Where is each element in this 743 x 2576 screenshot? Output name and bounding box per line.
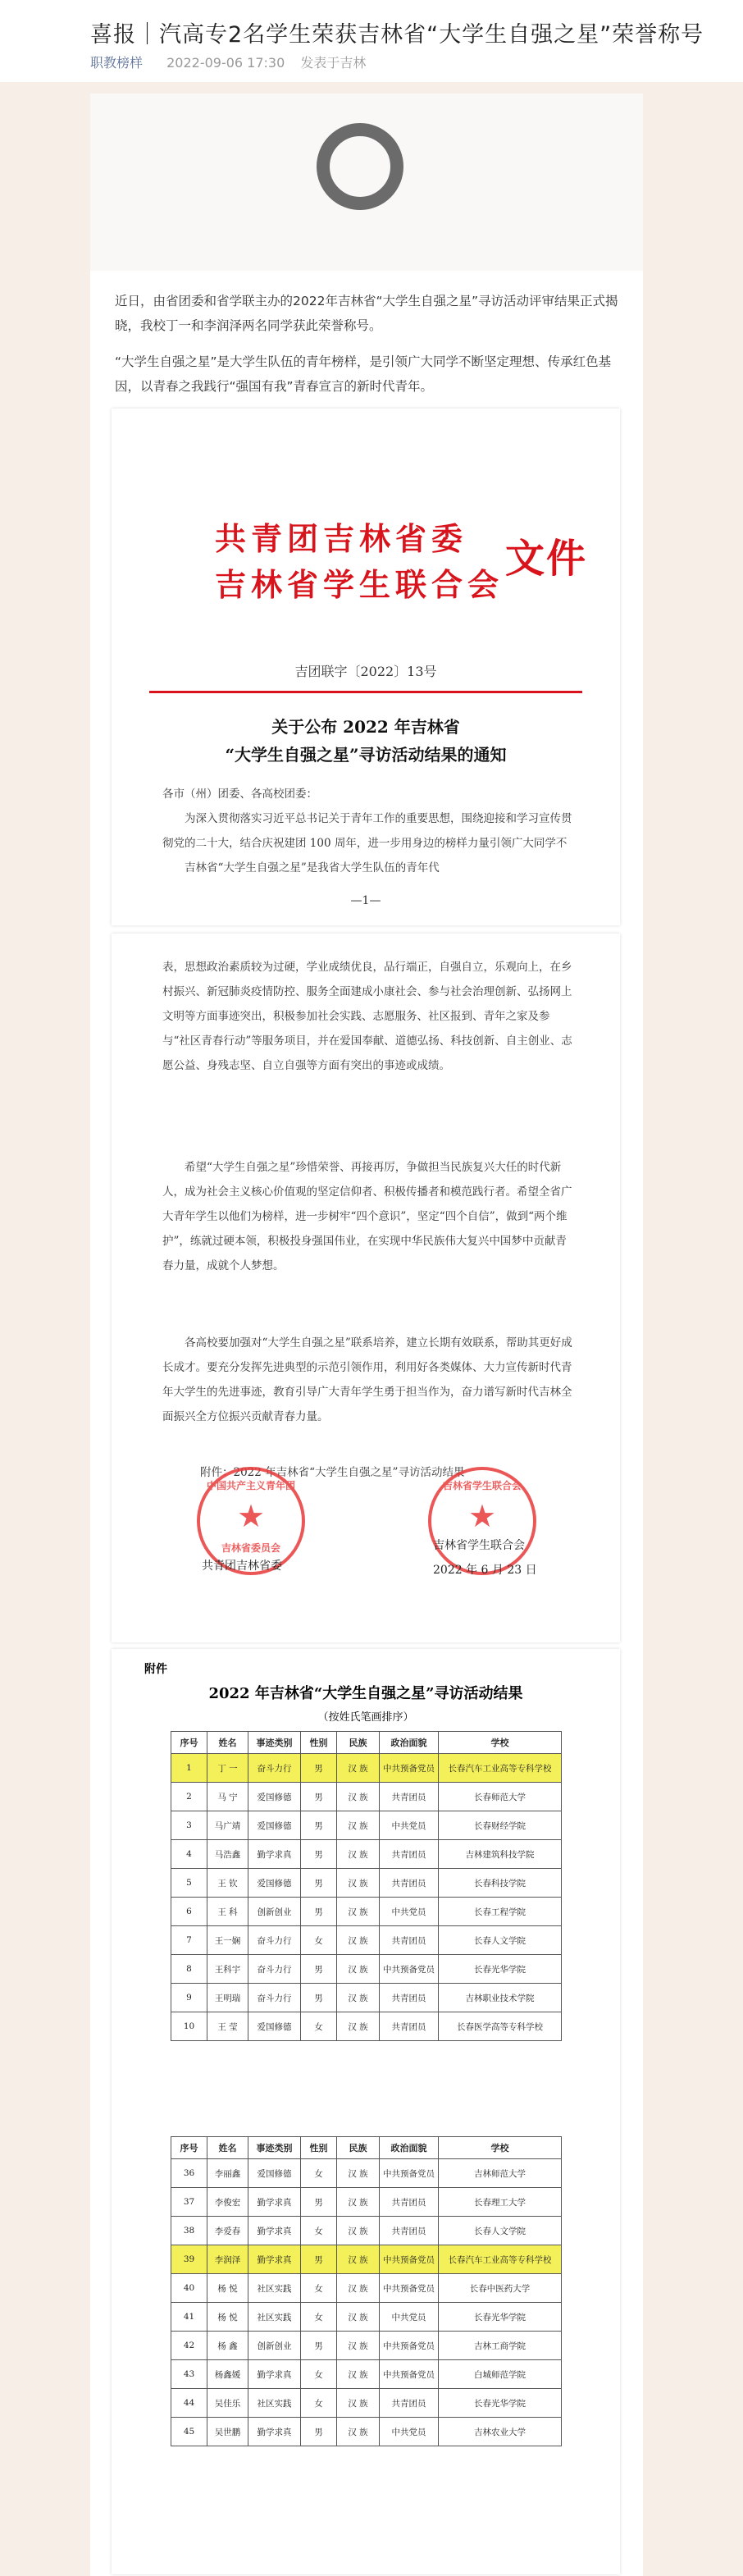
table-cell: 汉 族	[337, 1754, 380, 1783]
table-cell: 中共预备党员	[380, 1754, 439, 1783]
table-cell: 汉 族	[337, 2360, 380, 2389]
table-row	[171, 2418, 562, 2446]
table-header-cell: 学校	[439, 2137, 562, 2159]
table-cell: 汉 族	[337, 1783, 380, 1811]
table-cell: 王明瑞	[207, 1984, 248, 2012]
table-cell: 勤学求真	[248, 1840, 301, 1869]
table-row	[171, 2159, 562, 2188]
table-row	[171, 2389, 562, 2418]
article-header	[0, 0, 743, 82]
table-cell: 41	[171, 2303, 207, 2332]
table-cell: 男	[301, 2332, 337, 2360]
table-header-cell: 序号	[171, 2137, 207, 2159]
table-cell: 汉 族	[337, 1984, 380, 2012]
table-cell: 男	[301, 1955, 337, 1984]
table-cell: 中共预备党员	[380, 2274, 439, 2303]
table-cell: 长春医学高等专科学校	[439, 2012, 562, 2041]
table-cell: 长春中医药大学	[439, 2274, 562, 2303]
table-cell: 女	[301, 2012, 337, 2041]
table-cell: 42	[171, 2332, 207, 2360]
table-header-cell: 事迹类别	[248, 2137, 301, 2159]
table-cell: 长春师范大学	[439, 1783, 562, 1811]
doc-number: 吉团联字〔2022〕13号	[294, 664, 437, 679]
table-cell: 爱国修德	[248, 1783, 301, 1811]
red-header-file: 文件	[505, 536, 588, 582]
table-cell: 男	[301, 2418, 337, 2446]
table-cell: 共青团员	[380, 2188, 439, 2217]
table-cell: 男	[301, 1811, 337, 1840]
table-cell: 男	[301, 1754, 337, 1783]
doc-title-line1: 关于公布 2022 年吉林省	[271, 717, 460, 737]
table-cell: 男	[301, 1984, 337, 2012]
table-cell: 爱国修德	[248, 2012, 301, 2041]
table-cell: 共青团员	[380, 1840, 439, 1869]
table-cell: 38	[171, 2217, 207, 2245]
article-paragraph: 近日，由省团委和省学联主办的2022年吉林省“大学生自强之星”寻访活动评审结果正式揭晓，我校丁一和李润泽两名同学获此荣誉称号。	[115, 294, 618, 333]
table-header-cell: 学校	[439, 1732, 562, 1754]
table-row	[171, 1984, 562, 2012]
table-cell: 丁 一	[207, 1754, 248, 1783]
order-note: （按姓氏笔画排序）	[317, 1711, 414, 1724]
table-cell: 10	[171, 2012, 207, 2041]
table-cell: 8	[171, 1955, 207, 1984]
table-cell: 女	[301, 2303, 337, 2332]
table-cell: 吉林职业技术学院	[439, 1984, 562, 2012]
table-cell: 长春光华学院	[439, 2303, 562, 2332]
table-cell: 中共预备党员	[380, 2159, 439, 2188]
table-cell: 奋斗力行	[248, 1926, 301, 1955]
table-cell: 长春光华学院	[439, 1955, 562, 1984]
table-cell: 创新创业	[248, 1898, 301, 1926]
table-header-cell: 序号	[171, 1732, 207, 1754]
table-cell: 长春汽车工业高等专科学校	[439, 2245, 562, 2274]
article-body	[90, 271, 643, 2576]
table-cell: 杨鑫媛	[207, 2360, 248, 2389]
table-cell: 7	[171, 1926, 207, 1955]
table-cell: 女	[301, 2389, 337, 2418]
table-row	[171, 1898, 562, 1926]
table-cell: 女	[301, 2360, 337, 2389]
loading-spinner-icon	[317, 123, 403, 210]
table-header-cell: 姓名	[207, 1732, 248, 1754]
table-cell: 王科宇	[207, 1955, 248, 1984]
table-cell: 40	[171, 2274, 207, 2303]
table-cell: 李润泽	[207, 2245, 248, 2274]
table-cell: 1	[171, 1754, 207, 1783]
table-cell: 长春人文学院	[439, 2217, 562, 2245]
table-cell: 汉 族	[337, 2012, 380, 2041]
doc-body-2-start: 吉林省“大学生自强之星”是我省大学生队伍的青年代	[185, 861, 440, 875]
table-row	[171, 2360, 562, 2389]
publish-location: 发表于吉林	[300, 55, 367, 71]
sign-date: 2022 年 6 月 23 日	[433, 1564, 537, 1577]
star-icon: ★	[236, 1498, 266, 1534]
table-cell: 勤学求真	[248, 2188, 301, 2217]
table-cell: 长春科技学院	[439, 1869, 562, 1898]
seal-student-union	[428, 1467, 536, 1575]
table-cell: 男	[301, 1783, 337, 1811]
table-cell: 共青团员	[380, 1783, 439, 1811]
seal-text: 吉林省委员会	[221, 1542, 280, 1554]
table-cell: 杨 鑫	[207, 2332, 248, 2360]
table-cell: 女	[301, 2159, 337, 2188]
table-cell: 吉林建筑科技学院	[439, 1840, 562, 1869]
results-table-1	[171, 1731, 562, 2041]
table-cell: 杨 悦	[207, 2303, 248, 2332]
table-cell: 王 科	[207, 1898, 248, 1926]
doc-body-3: 希望“大学生自强之星”珍惜荣誉、再接再厉，争做担当民族复兴大任的时代新人，成为社会主义核心价值观的坚定信仰者、积极传播者和模范践行者。希望全省广大青年学生以他们为榜样，进一步树牢“四个意识”，坚定“四个自信”，做到“两个维护”，练就过硬本领，积极投身强国伟业，在实现中华民族伟大复兴中国梦中贡献青春力量，成就个人梦想。	[162, 1161, 572, 1272]
results-table-2	[171, 2136, 562, 2446]
table-cell: 男	[301, 1869, 337, 1898]
table-row	[171, 1840, 562, 1869]
table-row	[171, 1783, 562, 1811]
table-cell: 共青团员	[380, 2389, 439, 2418]
table-header-cell: 政治面貌	[380, 1732, 439, 1754]
table-cell: 奋斗力行	[248, 1754, 301, 1783]
table-cell: 马 宁	[207, 1783, 248, 1811]
table-cell: 李俊宏	[207, 2188, 248, 2217]
table-cell: 中共党员	[380, 2418, 439, 2446]
table-cell: 共青团员	[380, 1984, 439, 2012]
table-cell: 汉 族	[337, 1840, 380, 1869]
table-cell: 长春工程学院	[439, 1898, 562, 1926]
table-cell: 爱国修德	[248, 1811, 301, 1840]
table-cell: 女	[301, 1926, 337, 1955]
table-cell: 杨 悦	[207, 2274, 248, 2303]
table-cell: 汉 族	[337, 1811, 380, 1840]
table-row	[171, 2332, 562, 2360]
table-cell: 汉 族	[337, 2159, 380, 2188]
table-cell: 吴世鹏	[207, 2418, 248, 2446]
publish-date: 2022-09-06 17:30	[166, 55, 285, 71]
table-cell: 李丽鑫	[207, 2159, 248, 2188]
table-cell: 吴佳乐	[207, 2389, 248, 2418]
document-image-page-1[interactable]	[112, 409, 620, 925]
table-header-cell: 民族	[337, 1732, 380, 1754]
seal-text: 吉林省学生联合会	[442, 1480, 522, 1491]
doc-body-2-cont: 表，思想政治素质较为过硬，学业成绩优良，品行端正，自强自立，乐观向上，在乡村振兴、新冠肺炎疫情防控、服务全面建成小康社会、参与社会治理创新、弘扬网上文明等方面事迹突出，积极参加社会实践、志愿服务、社区报到、青年之家及参与“社区青春行动”等服务项目，并在爱国奉献、道德弘扬、科技创新、自主创业、志愿公益、身残志坚、自立自强等方面有突出的事迹或成绩。	[162, 961, 572, 1072]
table-cell: 共青团员	[380, 2217, 439, 2245]
table-cell: 4	[171, 1840, 207, 1869]
table-header-cell: 事迹类别	[248, 1732, 301, 1754]
table-cell: 女	[301, 2217, 337, 2245]
attachment-label: 附件	[144, 1663, 167, 1676]
table-cell: 王 钦	[207, 1869, 248, 1898]
article-meta	[90, 53, 366, 71]
table-cell: 共青团员	[380, 2012, 439, 2041]
table-cell: 39	[171, 2245, 207, 2274]
table-cell: 爱国修德	[248, 2159, 301, 2188]
seal-text: 中国共产主义青年团	[207, 1480, 296, 1491]
red-header-line1: 共青团吉林省委	[215, 520, 468, 557]
table-cell: 共青团员	[380, 1926, 439, 1955]
table-cell: 创新创业	[248, 2332, 301, 2360]
doc-salutation: 各市（州）团委、各高校团委：	[162, 788, 317, 801]
table-cell: 43	[171, 2360, 207, 2389]
table-cell: 44	[171, 2389, 207, 2418]
page-number: —1—	[350, 894, 381, 907]
article-title: 喜报｜汽高专2名学生荣获吉林省“大学生自强之星”荣誉称号	[90, 22, 704, 48]
table-row	[171, 1869, 562, 1898]
table-header-cell: 政治面貌	[380, 2137, 439, 2159]
table-cell: 长春汽车工业高等专科学校	[439, 1754, 562, 1783]
table-cell: 李爱春	[207, 2217, 248, 2245]
table-row	[171, 1955, 562, 1984]
signer-2: 吉林省学生联合会	[433, 1539, 525, 1552]
table-cell: 2	[171, 1783, 207, 1811]
table-row	[171, 2303, 562, 2332]
table-cell: 中共预备党员	[380, 2332, 439, 2360]
table-cell: 社区实践	[248, 2274, 301, 2303]
table-cell: 长春理工大学	[439, 2188, 562, 2217]
table-cell: 汉 族	[337, 2188, 380, 2217]
table-cell: 中共预备党员	[380, 1955, 439, 1984]
table-cell: 马浩鑫	[207, 1840, 248, 1869]
table-cell: 吉林师范大学	[439, 2159, 562, 2188]
table-row	[171, 2188, 562, 2217]
table-row	[171, 2274, 562, 2303]
table-cell: 社区实践	[248, 2303, 301, 2332]
doc-body-4: 各高校要加强对“大学生自强之星”联系培养，建立长期有效联系，帮助其更好成长成才。要充分发挥先进典型的示范引领作用，利用好各类媒体、大力宣传新时代青年大学生的先进事迹，教育引导广大青年学生勇于担当作为，奋力谱写新时代吉林全面振兴全方位振兴贡献青春力量。	[162, 1336, 572, 1423]
table-cell: 社区实践	[248, 2389, 301, 2418]
document-image-page-2[interactable]	[112, 934, 620, 1642]
red-divider	[149, 691, 582, 693]
table-cell: 汉 族	[337, 2418, 380, 2446]
table-cell: 男	[301, 2245, 337, 2274]
table-cell: 男	[301, 2188, 337, 2217]
table-row	[171, 1811, 562, 1840]
table-cell: 汉 族	[337, 2274, 380, 2303]
table-cell: 中共预备党员	[380, 2245, 439, 2274]
table-cell: 36	[171, 2159, 207, 2188]
table-cell: 汉 族	[337, 2332, 380, 2360]
table-cell: 汉 族	[337, 2303, 380, 2332]
table-cell: 中共党员	[380, 2303, 439, 2332]
table-cell: 王一娴	[207, 1926, 248, 1955]
table-cell: 汉 族	[337, 2389, 380, 2418]
doc-body-1: 为深入贯彻落实习近平总书记关于青年工作的重要思想，围绕迎接和学习宣传贯彻党的二十大，结合庆祝建团 100 周年，进一步用身边的榜样力量引领广大同学不	[162, 812, 572, 850]
table-cell: 中共党员	[380, 1811, 439, 1840]
table-cell: 汉 族	[337, 2245, 380, 2274]
table-row	[171, 1926, 562, 1955]
table-cell: 汉 族	[337, 2217, 380, 2245]
table-row	[171, 2012, 562, 2041]
table-cell: 共青团员	[380, 1869, 439, 1898]
table-row	[171, 1754, 562, 1783]
document-image-page-3[interactable]	[112, 1649, 620, 2574]
table-header-cell: 姓名	[207, 2137, 248, 2159]
table-row	[171, 2245, 562, 2274]
table-cell: 男	[301, 1840, 337, 1869]
table-cell: 9	[171, 1984, 207, 2012]
table-cell: 3	[171, 1811, 207, 1840]
article-paragraph: “大学生自强之星”是大学生队伍的青年榜样，是引领广大同学不断坚定理想、传承红色基因，以青春之我践行“强国有我”青春宣言的新时代青年。	[115, 354, 612, 394]
table-cell: 37	[171, 2188, 207, 2217]
table-header-cell: 性别	[301, 1732, 337, 1754]
table-cell: 吉林农业大学	[439, 2418, 562, 2446]
table-cell: 汉 族	[337, 1869, 380, 1898]
table-title: 2022 年吉林省“大学生自强之星”寻访活动结果	[208, 1685, 523, 1702]
table-cell: 王 莹	[207, 2012, 248, 2041]
author-link[interactable]: 职教榜样	[90, 55, 144, 71]
star-icon: ★	[467, 1498, 497, 1534]
table-cell: 6	[171, 1898, 207, 1926]
table-cell: 白城师范学院	[439, 2360, 562, 2389]
table-cell: 5	[171, 1869, 207, 1898]
doc-attachment-note: 附件：2022 年吉林省“大学生自强之星”寻访活动结果	[200, 1466, 465, 1479]
table-cell: 汉 族	[337, 1926, 380, 1955]
table-cell: 中共党员	[380, 1898, 439, 1926]
table-cell: 勤学求真	[248, 2360, 301, 2389]
table-cell: 长春人文学院	[439, 1926, 562, 1955]
table-cell: 长春财经学院	[439, 1811, 562, 1840]
table-cell: 马广靖	[207, 1811, 248, 1840]
table-cell: 吉林工商学院	[439, 2332, 562, 2360]
table-cell: 女	[301, 2274, 337, 2303]
table-cell: 长春光华学院	[439, 2389, 562, 2418]
table-cell: 奋斗力行	[248, 1984, 301, 2012]
table-cell: 汉 族	[337, 1955, 380, 1984]
table-cell: 男	[301, 1898, 337, 1926]
table-header-cell: 民族	[337, 2137, 380, 2159]
table-header-cell: 性别	[301, 2137, 337, 2159]
table-cell: 45	[171, 2418, 207, 2446]
table-cell: 勤学求真	[248, 2418, 301, 2446]
table-cell: 中共预备党员	[380, 2360, 439, 2389]
doc-title-line2: “大学生自强之星”寻访活动结果的通知	[225, 745, 507, 765]
table-cell: 爱国修德	[248, 1869, 301, 1898]
table-cell: 汉 族	[337, 1898, 380, 1926]
table-cell: 勤学求真	[248, 2245, 301, 2274]
red-header-line2: 吉林省学生联合会	[215, 566, 504, 603]
table-row	[171, 2217, 562, 2245]
table-cell: 奋斗力行	[248, 1955, 301, 1984]
table-cell: 勤学求真	[248, 2217, 301, 2245]
signer-1: 共青团吉林省委	[202, 1560, 282, 1573]
